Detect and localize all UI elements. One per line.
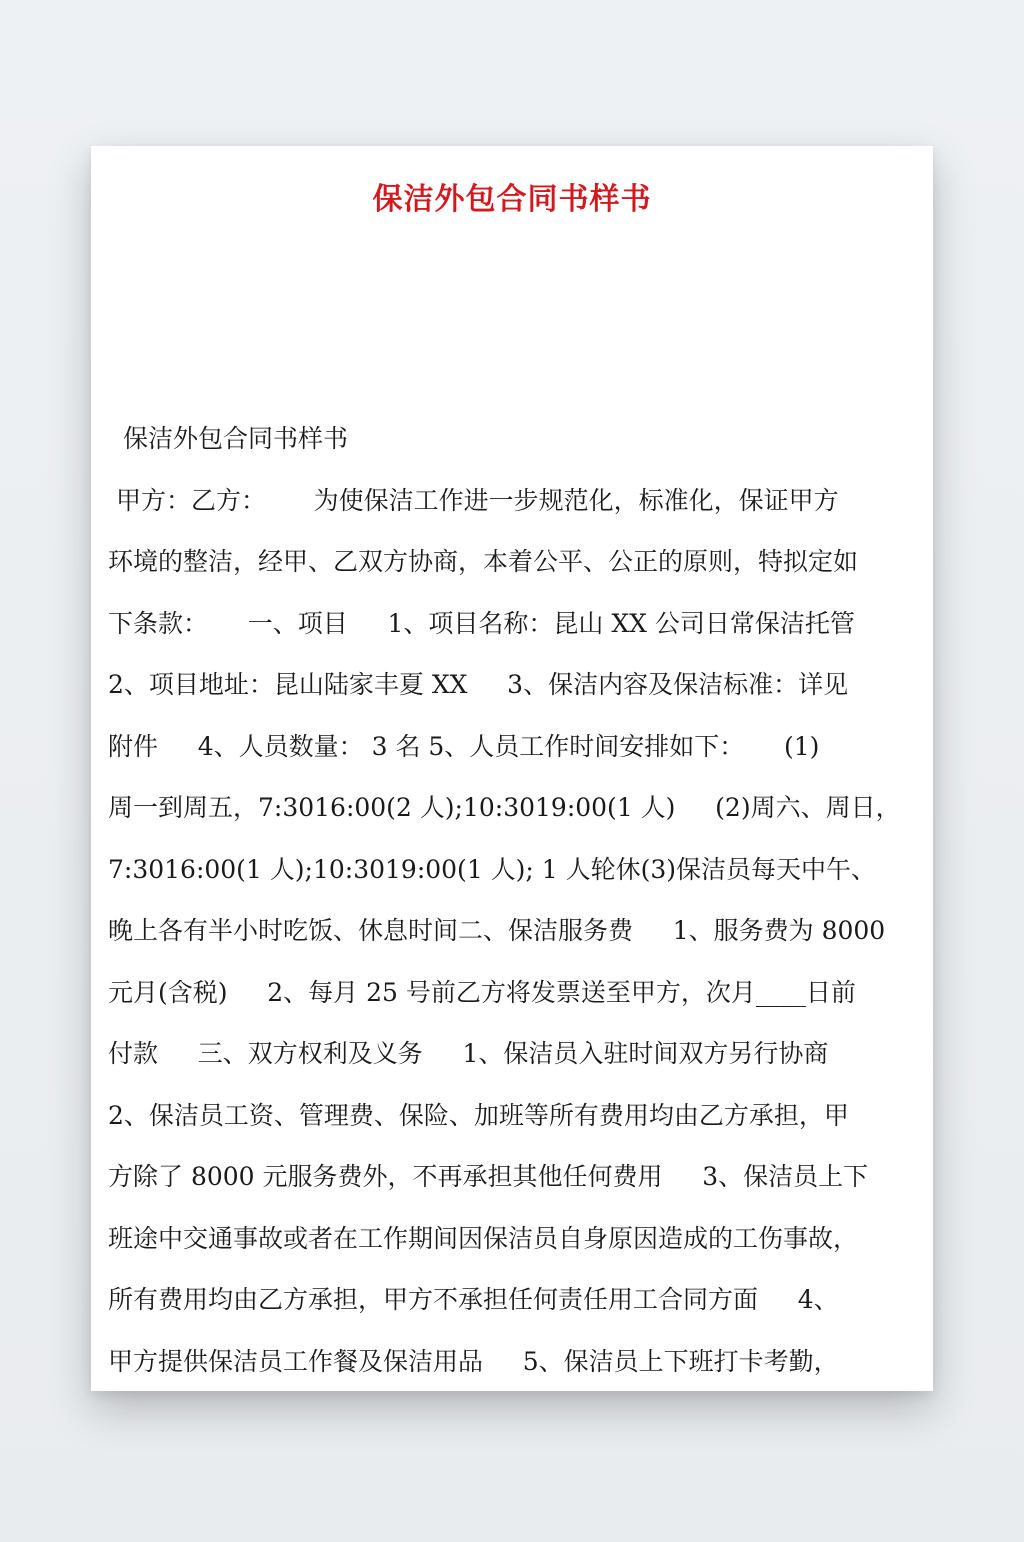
document-body: [108, 408, 918, 1391]
body-line: 2、保洁员工资、管理费、保险、加班等所有费用均由乙方承担，甲: [108, 1100, 849, 1130]
body-line: 环境的整洁，经甲、乙双方协商，本着公平、公正的原则，特拟定如: [108, 547, 859, 576]
body-line: 下条款： 一、项目 1、项目名称：昆山 XX 公司日常保洁托管: [108, 608, 855, 638]
body-line: 甲方：乙方： 为使保洁工作进一步规范化，标准化，保证甲方: [108, 485, 839, 515]
document-page: [91, 146, 933, 1391]
body-line: 付款 三、双方权利及义务 1、保洁员入驻时间双方另行协商: [108, 1039, 829, 1068]
body-line: 班途中交通事故或者在工作期间因保洁员自身原因造成的工伤事故，: [108, 1223, 859, 1253]
body-line: 2、项目地址：昆山陆家丰夏 XX 3、保洁内容及保洁标准：详见: [108, 670, 849, 699]
body-line: 7:3016:00(1 人);10:3019:00(1 人); 1 人轮休(3)保洁员每天中午、: [108, 854, 877, 884]
body-line: 元月(含税) 2、每月 25 号前乙方将发票送至甲方，次月____日前: [108, 977, 856, 1007]
body-line: 附件 4、人员数量： 3 名 5、人员工作时间安排如下： (1): [108, 731, 820, 761]
document-title: 保洁外包合同书样书: [372, 182, 652, 217]
body-line: 甲方提供保洁员工作餐及保洁用品 5、保洁员上下班打卡考勤，: [108, 1346, 839, 1376]
body-line: 周一到周五，7:3016:00(2 人);10:3019:00(1 人) (2)周六、周日，: [108, 793, 901, 822]
body-heading: 保洁外包合同书样书: [123, 424, 349, 453]
body-line: 晚上各有半小时吃饭、休息时间二、保洁服务费 1、服务费为 8000: [108, 916, 886, 945]
body-line: 方除了 8000 元服务费外，不再承担其他任何费用 3、保洁员上下: [108, 1162, 869, 1191]
body-line: 所有费用均由乙方承担，甲方不承担任何责任用工合同方面 4、: [108, 1285, 839, 1314]
